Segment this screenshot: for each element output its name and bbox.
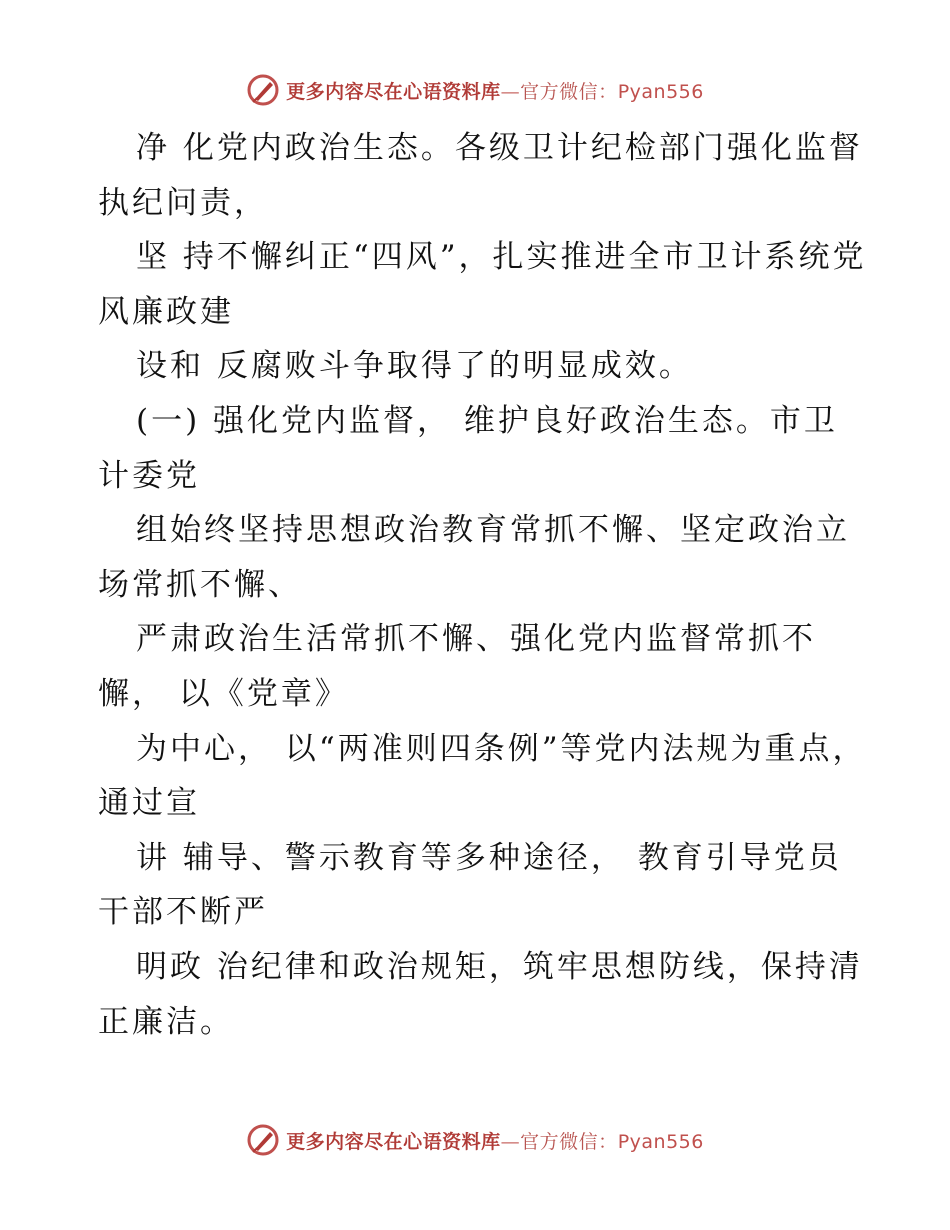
watermark-main: 更多内容尽在心语资料库: [286, 1130, 501, 1153]
paragraph-5: 组始终坚持思想政治教育常抓不懈、坚定政治立场常抓不懈、: [98, 512, 850, 603]
watermark-id: Pyan556: [617, 80, 704, 103]
paragraph-9: 明政 治纪律和政治规矩，筑牢思想防线，保持清正廉洁。: [98, 948, 863, 1040]
watermark-dash: —: [500, 80, 521, 103]
quill-logo-icon: [246, 73, 280, 107]
watermark-text: [286, 77, 704, 104]
quill-logo-icon: [246, 1123, 280, 1157]
paragraph-6: 严肃政治生活常抓不懈、强化党内监督常抓不懈， 以《党章》: [98, 621, 816, 712]
watermark-sub: 官方微信：: [520, 80, 618, 103]
paragraph-3: 设和 反腐败斗争取得了的明显成效。: [136, 348, 693, 385]
watermark-main: 更多内容尽在心语资料库: [286, 80, 501, 103]
paragraph-8: 讲 辅导、警示教育等多种途径， 教育引导党员干部不断严: [98, 839, 842, 931]
paragraph-2: 坚 持不懈纠正“四风”，扎实推进全市卫计系统党风廉政建: [98, 239, 867, 330]
paragraph-1: 净 化党内政治生态。各级卫计纪检部门强化监督执纪问责，: [98, 130, 863, 221]
paragraph-4: (一) 强化党内监督， 维护良好政治生态。市卫计委党: [98, 402, 838, 494]
watermark-sub: 官方微信：: [520, 1130, 618, 1153]
watermark-header: [0, 70, 950, 110]
watermark-text: [286, 1127, 704, 1154]
paragraph-7: 为中心， 以“两准则四条例”等党内法规为重点， 通过宣: [98, 730, 867, 822]
watermark-dash: —: [500, 1130, 521, 1153]
document-body: [98, 121, 868, 1049]
watermark-id: Pyan556: [617, 1130, 704, 1153]
watermark-footer: [0, 1120, 950, 1160]
